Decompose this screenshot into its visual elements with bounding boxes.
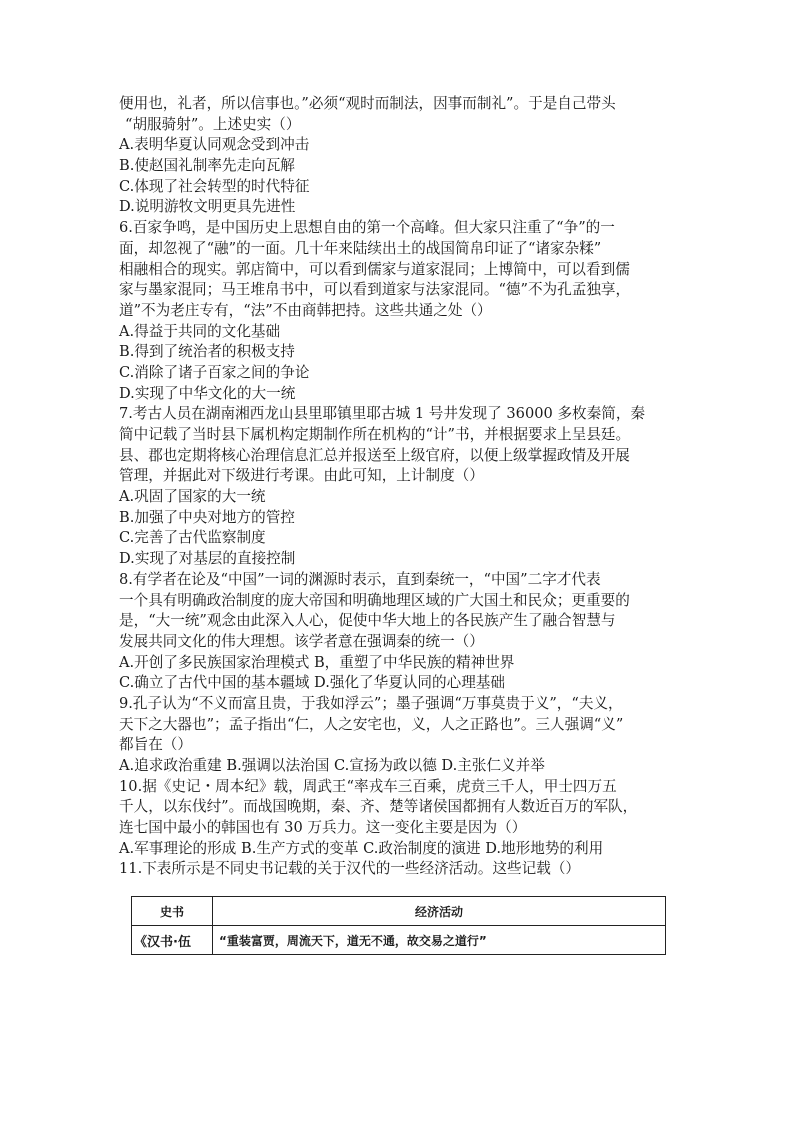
question-11-line: 11.下表所示是不同史书记载的关于汉代的一些经济活动。这些记载（） <box>119 860 581 878</box>
question-10-line: 千人，以东伐纣”。而战国晚期，秦、齐、楚等诸侯国都拥有人数近百万的军队， <box>119 798 638 816</box>
table-cell: “重装富贾，周流天下，道无不通，故交易之道行” <box>213 926 666 955</box>
question-10-line: 10.据《史记・周本纪》载，周武王“率戎车三百乘，虎贲三千人，甲士四万五 <box>119 777 617 795</box>
question-8-line: 一个具有明确政治制度的庞大帝国和明确地理区域的广大国土和民众；更重要的 <box>119 591 630 609</box>
option-line: D.说明游牧文明更具先进性 <box>119 198 296 216</box>
question-9-line: 天下之大器也”；孟子指出“仁，人之安宅也，义，人之正路也”。三人强调“义” <box>119 715 624 733</box>
question-7-line: 7.考古人员在湖南湘西龙山县里耶镇里耶古城 1 号井发现了 36000 多枚秦简，秦 <box>119 405 646 423</box>
option-line: C.消除了诸子百家之间的争论 <box>119 363 310 381</box>
question-7-line: 简中记载了当时县下属机构定期制作所在机构的“计”书，并根据要求上呈县廷。 <box>119 426 631 443</box>
option-line: A.得益于共同的文化基础 <box>119 322 281 340</box>
question-6-line: 道”不为老庄专有，“法”不由商韩把持。这些共通之处（） <box>119 301 492 319</box>
table-row <box>132 926 666 955</box>
question-6-line: 面，却忽视了“融”的一面。几十年来陆续出土的战国简帛印证了“诸家杂糅” <box>119 239 602 257</box>
table-header-row <box>132 897 666 926</box>
option-line: A.巩固了国家的大一统 <box>119 488 266 506</box>
question-6-line: 相融相合的现实。郭店简中，可以看到儒家与道家混同；上博简中，可以看到儒 <box>119 260 630 278</box>
option-line: C.体现了社会转型的时代特征 <box>119 177 310 195</box>
question-8-line: 8.有学者在论及“中国”一词的渊源时表示，直到秦统一，“中国”二字才代表 <box>119 570 601 588</box>
option-line: B.使赵国礼制率先走向瓦解 <box>119 157 295 175</box>
text-line: “胡服骑射”。上述史实（） <box>125 115 301 133</box>
table-cell: 《汉书·伍 <box>132 926 213 955</box>
option-line: A.军事理论的形成 B.生产方式的变革 C.政治制度的演进 D.地形地势的利用 <box>119 839 604 857</box>
table-header-cell: 经济活动 <box>213 897 666 926</box>
question-10-line: 连七国中最小的韩国也有 30 万兵力。这一变化主要是因为（） <box>119 819 527 837</box>
option-line: B.加强了中央对地方的管控 <box>119 508 295 526</box>
option-line: D.实现了中华文化的大一统 <box>119 384 296 402</box>
question-6-line: 家与墨家混同；马王堆帛书中，可以看到道家与法家混同。“德”不为孔孟独享， <box>119 281 631 299</box>
option-line: C.完善了古代监察制度 <box>119 529 266 547</box>
question-9-line: 都旨在（） <box>119 736 192 754</box>
question-text <box>119 94 679 880</box>
question-6-line: 6.百家争鸣，是中国历史上思想自由的第一个高峰。但大家只注重了“争”的一 <box>119 219 615 237</box>
table-header-cell: 史书 <box>132 897 213 926</box>
option-line: D.实现了对基层的直接控制 <box>119 550 296 568</box>
question-8-line: 是，“大一统”观念由此深入人心，促使中华大地上的各民族产生了融合智慧与 <box>119 612 616 630</box>
option-line: B.得到了统治者的积极支持 <box>119 343 295 361</box>
option-line: C.确立了古代中国的基本疆域 D.强化了华夏认同的心理基础 <box>119 674 505 692</box>
question-7-line: 管理，并据此对下级进行考课。由此可知，上计制度（） <box>119 467 484 485</box>
option-line: A.开创了多民族国家治理模式 B，重塑了中华民族的精神世界 <box>119 653 515 671</box>
question-8-line: 发展共同文化的伟大理想。该学者意在强调秦的统一（） <box>119 632 484 650</box>
question-7-line: 县、郡也定期将核心治理信息汇总并报送至上级官府，以便上级掌握政情及开展 <box>119 446 630 464</box>
text-line: 便用也，礼者，所以信事也。”必须“观时而制法，因事而制礼”。于是自己带头 <box>119 95 616 112</box>
question-9-line: 9.孔子认为“不义而富且贵，于我如浮云”；墨子强调“万事莫贵于义”，“夫义， <box>119 694 623 712</box>
option-line: A.表明华夏认同观念受到冲击 <box>119 136 310 154</box>
option-line: A.追求政治重建 B.强调以法治国 C.宣扬为政以德 D.主张仁义并举 <box>119 757 545 774</box>
economic-activity-table <box>131 896 666 955</box>
